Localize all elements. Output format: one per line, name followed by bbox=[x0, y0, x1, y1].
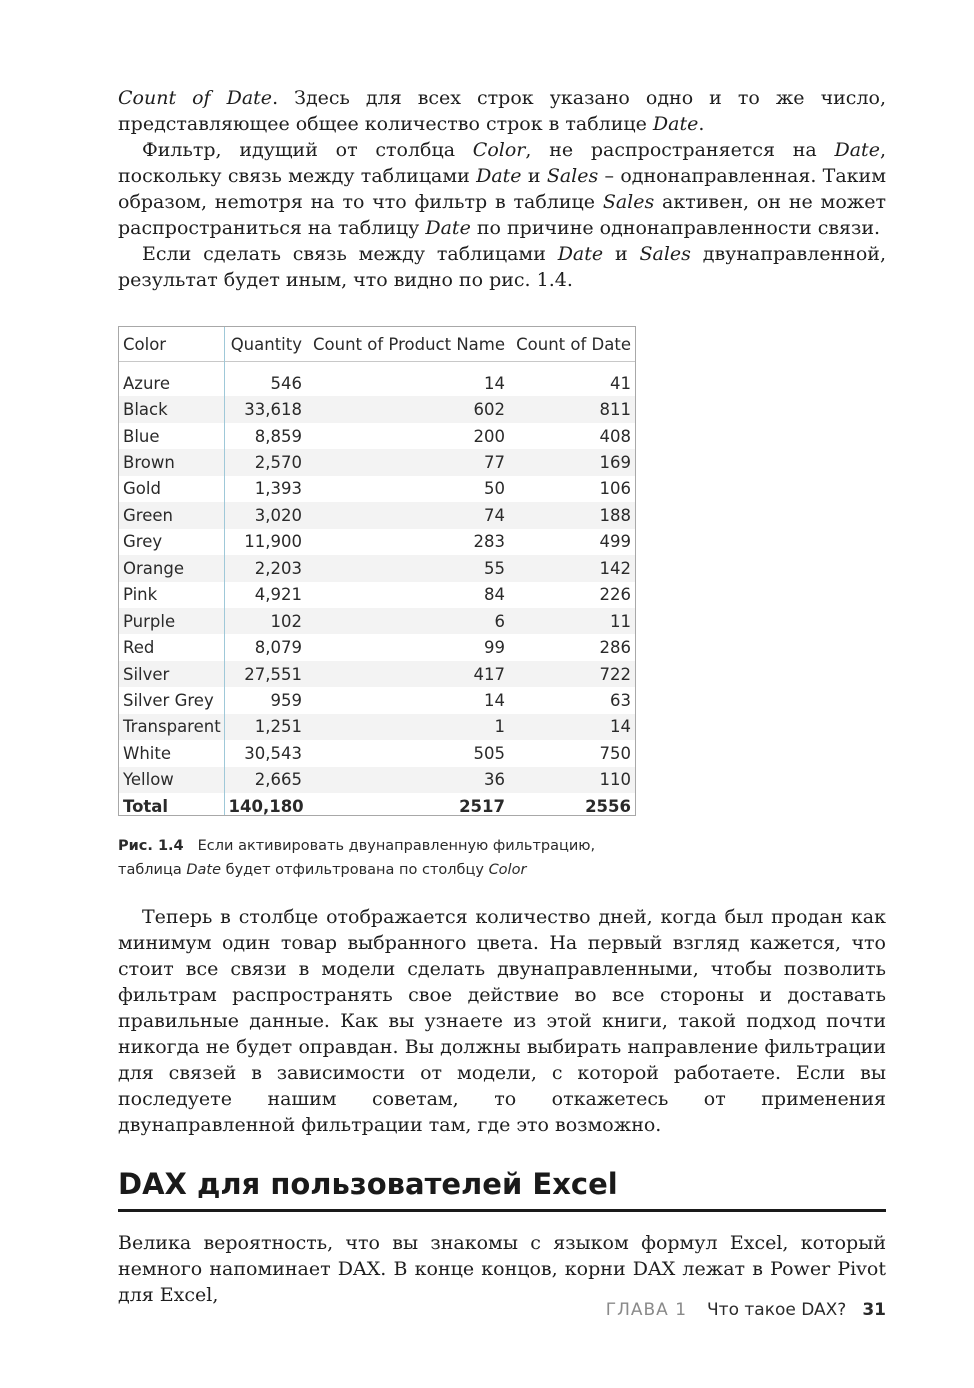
table-row bbox=[119, 555, 635, 581]
table-row bbox=[119, 767, 635, 793]
table-row bbox=[119, 687, 635, 713]
cell-quantity: 33,618 bbox=[224, 396, 306, 422]
cell-quantity: 2,665 bbox=[224, 767, 306, 793]
cell-count-date: 722 bbox=[509, 661, 635, 687]
table-header-row bbox=[119, 327, 635, 362]
table-row bbox=[119, 476, 635, 502]
total-quantity: 140,180 bbox=[224, 793, 306, 816]
cell-count-product-name: 50 bbox=[306, 476, 509, 502]
cell-count-date: 110 bbox=[509, 767, 635, 793]
cell-count-product-name: 602 bbox=[306, 396, 509, 422]
cell-count-product-name: 77 bbox=[306, 449, 509, 475]
paragraph-3: Если сделать связь между таблицами Date и Sales двунаправленной, результат будет иным, что видно по рис. 1.4. bbox=[118, 243, 886, 291]
cell-count-product-name: 14 bbox=[306, 370, 509, 396]
cell-count-date: 169 bbox=[509, 449, 635, 475]
table-row bbox=[119, 529, 635, 555]
total-count-product-name: 2517 bbox=[306, 793, 509, 816]
section-heading: DAX для пользователей Excel bbox=[118, 1164, 886, 1212]
cell-count-product-name: 1 bbox=[306, 714, 509, 740]
cell-quantity: 8,079 bbox=[224, 634, 306, 660]
cell-count-date: 142 bbox=[509, 555, 635, 581]
header-count-date: Count of Date bbox=[516, 334, 631, 354]
intro-text bbox=[118, 85, 886, 293]
cell-quantity: 959 bbox=[224, 687, 306, 713]
cell-count-product-name: 6 bbox=[306, 608, 509, 634]
table-row bbox=[119, 661, 635, 687]
cell-quantity: 546 bbox=[224, 370, 306, 396]
paragraph-1: Count of Date. Здесь для всех строк указано одно и то же число, представляющее общее количество строк в таблице Date. bbox=[118, 87, 886, 135]
cell-quantity: 11,900 bbox=[224, 529, 306, 555]
cell-color: Black bbox=[119, 396, 224, 422]
total-label: Total bbox=[119, 793, 224, 816]
cell-count-product-name: 200 bbox=[306, 423, 509, 449]
cell-count-product-name: 14 bbox=[306, 687, 509, 713]
cell-count-product-name: 84 bbox=[306, 582, 509, 608]
cell-quantity: 2,203 bbox=[224, 555, 306, 581]
cell-color: Transparent bbox=[119, 714, 224, 740]
cell-count-product-name: 283 bbox=[306, 529, 509, 555]
cell-count-date: 226 bbox=[509, 582, 635, 608]
paragraph-5: Велика вероятность, что вы знакомы с языком формул Excel, который немного напоминает DAX. В конце концов, корни DAX лежат в Power Pivot для Excel, bbox=[118, 1232, 886, 1306]
table-row bbox=[119, 396, 635, 422]
table-row bbox=[119, 370, 635, 396]
paragraph-2: Фильтр, идущий от столбца Color, не распространяется на Date, поскольку связь между таблицами Date и Sales – однонаправленная. Таким образом, неmотря на то что фильтр в таблице Sales активен, он не может распространиться на таблицу Date по причине однонаправленности связи. bbox=[118, 139, 886, 239]
table-total-row bbox=[119, 793, 635, 816]
cell-quantity: 102 bbox=[224, 608, 306, 634]
cell-color: Red bbox=[119, 634, 224, 660]
cell-color: Silver bbox=[119, 661, 224, 687]
cell-quantity: 1,393 bbox=[224, 476, 306, 502]
header-quantity: Quantity bbox=[230, 334, 302, 354]
paragraph-4: Теперь в столбце отображается количество дней, когда был продан как минимум один товар выбранного цвета. На первый взгляд кажется, что стоит все связи в модели сделать двунаправленными, чтобы позволить фильтрам распространять свое действие во все стороны и доставать правильные данные. Как вы узнаете из этой книги, такой подход почти никогда не будет оправдан. Вы должны выбирать направление фильтрации для связей в зависимости от модели, с которой работаете. Если вы последуете нашим советам, то откажетесь от применения двунаправленной фильтрации там, где это возможно. bbox=[118, 906, 886, 1136]
total-count-date: 2556 bbox=[509, 793, 635, 816]
cell-count-date: 106 bbox=[509, 476, 635, 502]
cell-quantity: 3,020 bbox=[224, 502, 306, 528]
cell-color: Pink bbox=[119, 582, 224, 608]
cell-count-date: 188 bbox=[509, 502, 635, 528]
footer-chapter: ГЛАВА 1 bbox=[605, 1300, 688, 1320]
table-row bbox=[119, 608, 635, 634]
cell-quantity: 30,543 bbox=[224, 740, 306, 766]
cell-count-date: 11 bbox=[509, 608, 635, 634]
cell-count-product-name: 74 bbox=[306, 502, 509, 528]
cell-count-date: 286 bbox=[509, 634, 635, 660]
cell-color: White bbox=[119, 740, 224, 766]
table-row bbox=[119, 449, 635, 475]
cell-color: Gold bbox=[119, 476, 224, 502]
header-count-product-name: Count of Product Name bbox=[313, 334, 505, 354]
figure-table bbox=[118, 326, 636, 816]
cell-color: Brown bbox=[119, 449, 224, 475]
cell-count-date: 750 bbox=[509, 740, 635, 766]
cell-count-product-name: 55 bbox=[306, 555, 509, 581]
cell-quantity: 8,859 bbox=[224, 423, 306, 449]
cell-color: Purple bbox=[119, 608, 224, 634]
cell-color: Yellow bbox=[119, 767, 224, 793]
page-footer bbox=[606, 1300, 886, 1320]
cell-count-date: 14 bbox=[509, 714, 635, 740]
header-color: Color bbox=[119, 327, 224, 362]
section-text bbox=[118, 1230, 886, 1308]
cell-color: Silver Grey bbox=[119, 687, 224, 713]
table-row bbox=[119, 423, 635, 449]
cell-count-product-name: 36 bbox=[306, 767, 509, 793]
cell-quantity: 2,570 bbox=[224, 449, 306, 475]
cell-quantity: 4,921 bbox=[224, 582, 306, 608]
cell-color: Grey bbox=[119, 529, 224, 555]
cell-quantity: 1,251 bbox=[224, 714, 306, 740]
cell-count-date: 811 bbox=[509, 396, 635, 422]
cell-count-product-name: 505 bbox=[306, 740, 509, 766]
cell-count-product-name: 417 bbox=[306, 661, 509, 687]
table-row bbox=[119, 634, 635, 660]
cell-color: Azure bbox=[119, 370, 224, 396]
table-body bbox=[119, 362, 635, 794]
cell-count-date: 63 bbox=[509, 687, 635, 713]
cell-count-date: 408 bbox=[509, 423, 635, 449]
page-number: 31 bbox=[862, 1300, 886, 1320]
table-row bbox=[119, 714, 635, 740]
cell-count-date: 41 bbox=[509, 370, 635, 396]
caption-line-1: Если активировать двунаправленную фильтрацию, bbox=[197, 838, 596, 854]
table-row bbox=[119, 582, 635, 608]
body-text bbox=[118, 904, 886, 1138]
caption-label: Рис. 1.4 bbox=[118, 838, 184, 854]
cell-count-product-name: 99 bbox=[306, 634, 509, 660]
cell-color: Green bbox=[119, 502, 224, 528]
footer-title: Что такое DAX? bbox=[707, 1300, 847, 1320]
figure-caption bbox=[118, 834, 718, 882]
cell-color: Orange bbox=[119, 555, 224, 581]
cell-color: Blue bbox=[119, 423, 224, 449]
table-row bbox=[119, 740, 635, 766]
cell-quantity: 27,551 bbox=[224, 661, 306, 687]
caption-line-2: таблица Date будет отфильтрована по столбцу Color bbox=[118, 862, 527, 878]
cell-count-date: 499 bbox=[509, 529, 635, 555]
table-row bbox=[119, 502, 635, 528]
